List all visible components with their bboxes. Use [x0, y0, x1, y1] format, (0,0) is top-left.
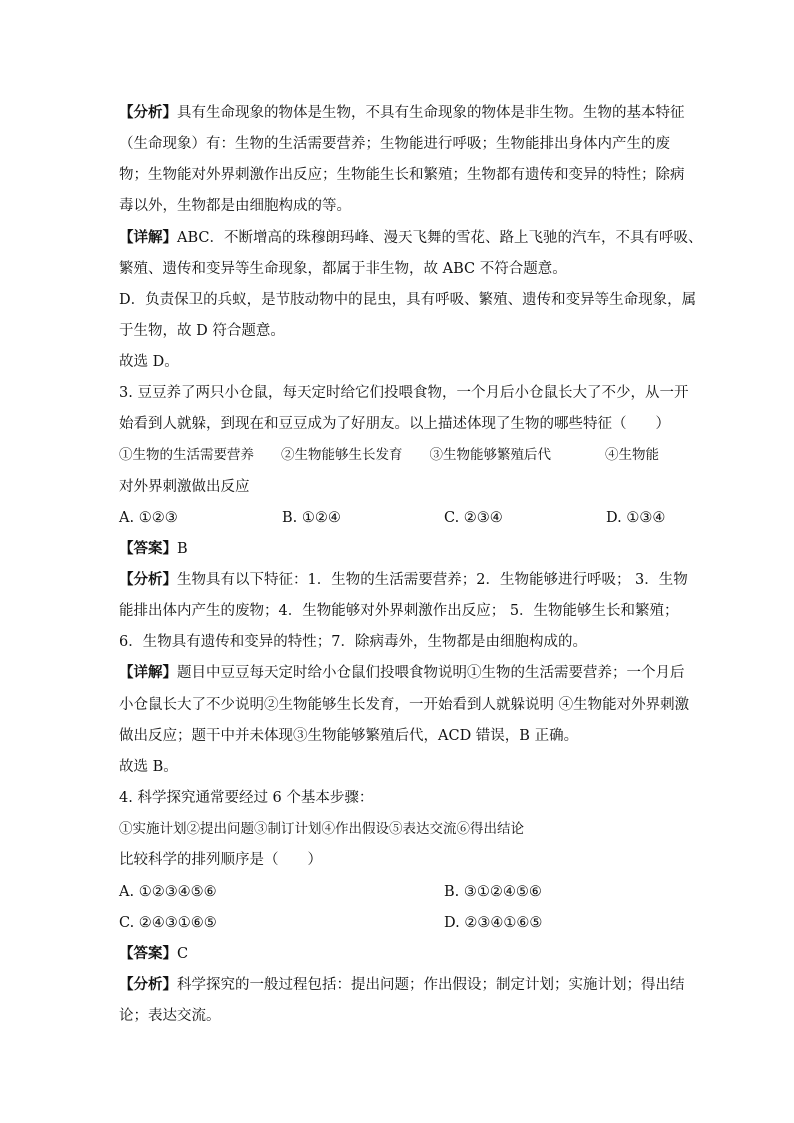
q3-option-d: D. ①③④: [606, 510, 666, 526]
text-line: 【分析】科学探究的一般过程包括：提出问题；作出假设；制定计划；实施计划；得出结: [119, 976, 685, 993]
text-line: 繁殖、遗传和变异等生命现象，都属于非生物，故 ABC 不符合题意。: [119, 261, 567, 277]
text-line: 故选 B。: [119, 759, 178, 775]
q4-option-a: A. ①②③④⑤⑥: [119, 884, 217, 900]
text-line: 于生物，故 D 符合题意。: [119, 323, 285, 339]
text-line: 【分析】具有生命现象的物体是生物，不具有生命现象的物体是非生物。生物的基本特征: [119, 104, 685, 121]
text-line: D．负责保卫的兵蚁，是节肢动物中的昆虫，具有呼吸、繁殖、遗传和变异等生命现象，属: [119, 292, 697, 308]
q4-option-c: C. ②④③①⑥⑤: [119, 915, 217, 931]
text-line: 始看到人就躲，到现在和豆豆成为了好朋友。以上描述体现了生物的哪些特征（ ）: [119, 416, 670, 432]
text-line: 能排出体内产生的废物；4．生物能够对外界刺激作出反应； 5．生物能够生长和繁殖；: [119, 603, 679, 619]
text-line: 6．生物具有遗传和变异的特性；7．除病毒外，生物都是由细胞构成的。: [119, 634, 587, 650]
text-line: （生命现象）有：生物的生活需要营养；生物能进行呼吸；生物能排出身体内产生的废: [119, 136, 670, 152]
answer-line: 【答案】C: [119, 945, 189, 962]
q3-option-a: A. ①②③: [119, 510, 178, 526]
text-line: 【详解】ABC．不断增高的珠穆朗玛峰、漫天飞舞的雪花、路上飞驰的汽车，不具有呼吸、: [119, 229, 703, 246]
question-4-stem: 4. 科学探究通常要经过 6 个基本步骤：: [119, 790, 374, 806]
text-line: 毒以外，生物都是由细胞构成的等。: [119, 198, 351, 214]
text-line: 比较科学的排列顺序是（ ）: [119, 852, 322, 868]
text-line: 对外界刺激做出反应: [119, 479, 250, 495]
q4-option-d: D. ②③④①⑥⑤: [444, 915, 543, 931]
answer-line: 【答案】B: [119, 540, 188, 557]
text-line: 【分析】生物具有以下特征：1．生物的生活需要营养；2．生物能够进行呼吸； 3．生物: [119, 571, 688, 588]
q4-option-b: B. ③①②④⑤⑥: [444, 884, 542, 900]
text-line: 故选 D。: [119, 354, 179, 370]
q3-option-c: C. ②③④: [444, 510, 503, 526]
q3-statements: ①生物的生活需要营养 ②生物能够生长发育 ③生物能够繁殖后代 ④生物能: [119, 447, 659, 463]
text-line: 物；生物能对外界刺激作出反应；生物能生长和繁殖；生物都有遗传和变异的特性；除病: [119, 167, 685, 183]
text-line: 【详解】题目中豆豆每天定时给小仓鼠们投喂食物说明①生物的生活需要营养；一个月后: [119, 664, 685, 681]
question-3-stem: 3. 豆豆养了两只小仓鼠，每天定时给它们投喂食物，一个月后小仓鼠长大了不少，从一开: [119, 385, 689, 401]
q3-option-b: B. ①②④: [282, 510, 341, 526]
text-line: 论；表达交流。: [119, 1008, 221, 1024]
q4-steps: ①实施计划②提出问题③制订计划④作出假设⑤表达交流⑥得出结论: [119, 821, 524, 837]
text-line: 小仓鼠长大了不少说明②生物能够生长发育，一开始看到人就躲说明 ④生物能对外界刺激: [119, 697, 690, 713]
text-line: 做出反应；题干中并未体现③生物能够繁殖后代，ACD 错误，B 正确。: [119, 728, 579, 744]
